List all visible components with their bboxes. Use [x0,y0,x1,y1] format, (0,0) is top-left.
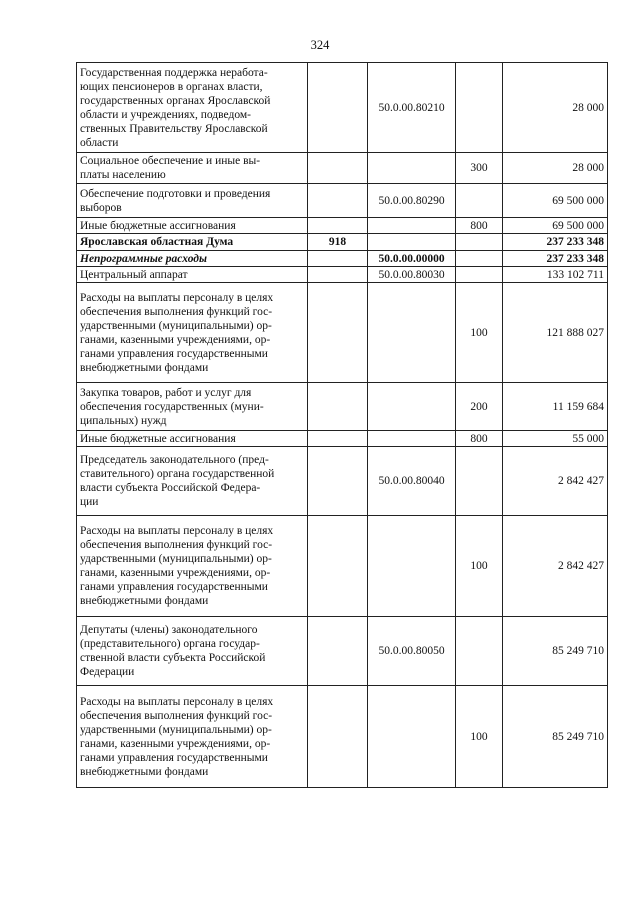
row-code-cell [308,234,368,251]
row-name-cell [77,218,308,234]
row-amount-cell [503,431,608,447]
row-code-cell [308,267,368,283]
row-amount-text: 85 249 710 [552,645,604,657]
row-code-cell [308,383,368,431]
row-vr-cell [456,153,503,184]
row-name-text: Председатель законодательного (пред- ставительного) органа государственной власти субъекта Российской Федера- ции [80,454,275,508]
row-name-cell [77,447,308,516]
row-name-cell [77,516,308,617]
row-amount-text: 133 102 711 [546,268,604,281]
table-row [77,617,608,686]
row-amount-cell [503,251,608,267]
row-csr-cell [368,283,456,383]
row-csr-cell [368,447,456,516]
row-name-text: Иные бюджетные ассигнования [80,219,236,232]
table-row [77,251,608,267]
row-vr-cell [456,63,503,153]
table-row [77,234,608,251]
row-amount-cell [503,283,608,383]
row-amount-cell [503,234,608,251]
row-name-cell [77,686,308,788]
row-code-cell [308,447,368,516]
row-code-cell [308,516,368,617]
row-csr-cell [368,218,456,234]
budget-table-body [77,63,608,788]
row-vr-cell [456,234,503,251]
row-amount-cell [503,516,608,617]
row-amount-text: 85 249 710 [552,730,604,743]
row-name-cell [77,431,308,447]
row-code-cell [308,218,368,234]
row-amount-cell [503,383,608,431]
row-vr-cell [456,267,503,283]
row-csr-text: 50.0.00.80030 [378,268,445,281]
row-code-cell [308,686,368,788]
table-row [77,184,608,218]
row-name-text: Расходы на выплаты персоналу в целях обеспечения выполнения функций гос- ударственными (муниципальными) ор- ганами, казенными учреждениями, ор- ганами управления государственными внебюджетными фондами [80,291,274,374]
row-csr-cell [368,431,456,447]
row-csr-cell [368,617,456,686]
row-amount-text: 237 233 348 [546,252,604,265]
row-amount-text: 69 500 000 [552,194,604,207]
row-csr-cell [368,516,456,617]
row-amount-text: 55 000 [572,432,604,445]
row-vr-cell [456,516,503,617]
table-row [77,267,608,283]
row-amount-cell [503,267,608,283]
row-csr-text: 50.0.00.80040 [378,475,445,487]
row-csr-cell [368,153,456,184]
row-code-text: 918 [328,236,347,248]
row-csr-text: 50.0.00.00000 [378,252,445,265]
row-name-text: Расходы на выплаты персоналу в целях обеспечения выполнения функций гос- ударственными (муниципальными) ор- ганами, казенными учреждениями, ор- ганами управления государственными внебюджетными фондами [80,525,274,607]
row-csr-cell [368,234,456,251]
row-name-cell [77,251,308,267]
row-amount-text: 121 888 027 [546,326,604,339]
row-vr-text: 100 [470,326,488,339]
row-name-text: Расходы на выплаты персоналу в целях обеспечения выполнения функций гос- ударственными (муниципальными) ор- ганами, казенными учреждениями, ор- ганами управления государственными внебюджетными фондами [80,695,274,778]
row-amount-text: 28 000 [572,162,604,174]
row-name-cell [77,234,308,251]
row-csr-text: 50.0.00.80050 [378,645,445,657]
row-csr-text: 50.0.00.80290 [378,194,445,207]
row-vr-text: 300 [470,162,488,174]
row-csr-text: 50.0.00.80210 [378,101,445,114]
row-vr-cell [456,283,503,383]
row-name-text: Иные бюджетные ассигнования [80,432,236,445]
row-name-text: Депутаты (члены) законодательного (представительного) органа государ- ственной власти субъекта Российской Федерации [80,624,266,678]
row-amount-cell [503,686,608,788]
row-vr-cell [456,251,503,267]
table-row [77,686,608,788]
row-amount-cell [503,218,608,234]
row-code-cell [308,431,368,447]
row-amount-text: 2 842 427 [558,560,604,572]
row-vr-text: 100 [470,560,488,572]
row-csr-cell [368,63,456,153]
table-row [77,431,608,447]
row-csr-cell [368,383,456,431]
row-vr-text: 800 [470,219,488,232]
row-vr-text: 100 [470,730,488,743]
table-row [77,218,608,234]
row-amount-text: 28 000 [572,101,604,114]
table-row [77,516,608,617]
row-name-cell [77,267,308,283]
row-name-text: Ярославская областная Дума [80,236,234,248]
row-code-cell [308,251,368,267]
table-row [77,283,608,383]
row-amount-text: 237 233 348 [546,236,604,248]
row-name-cell [77,184,308,218]
row-code-cell [308,184,368,218]
row-code-cell [308,63,368,153]
row-vr-cell [456,218,503,234]
budget-table [76,62,608,788]
row-vr-cell [456,184,503,218]
row-name-cell [77,63,308,153]
table-row [77,447,608,516]
row-amount-cell [503,617,608,686]
row-code-cell [308,153,368,184]
row-vr-cell [456,686,503,788]
page-number: 324 [310,38,330,52]
row-code-cell [308,617,368,686]
row-amount-cell [503,63,608,153]
row-name-text: Государственная поддержка неработа- ющих пенсионеров в органах власти, государственных органах Ярославской области и учреждениях, подведом- ственных Правительству Ярославской области [80,66,271,149]
row-name-text: Обеспечение подготовки и проведения выборов [80,187,271,214]
row-amount-text: 11 159 684 [552,400,604,413]
row-csr-cell [368,686,456,788]
row-amount-text: 69 500 000 [552,219,604,232]
row-vr-text: 200 [470,400,488,413]
table-row [77,383,608,431]
row-csr-cell [368,251,456,267]
row-vr-cell [456,383,503,431]
row-name-cell [77,283,308,383]
row-amount-text: 2 842 427 [558,475,604,487]
table-row [77,63,608,153]
table-row [77,153,608,184]
row-vr-text: 800 [470,432,488,445]
row-csr-cell [368,184,456,218]
row-name-text: Закупка товаров, работ и услуг для обеспечения государственных (муни- ципальных) нужд [80,386,264,427]
row-name-text: Непрограммные расходы [80,252,207,265]
row-csr-cell [368,267,456,283]
row-vr-cell [456,431,503,447]
row-amount-cell [503,153,608,184]
row-amount-cell [503,447,608,516]
row-name-text: Социальное обеспечение и иные вы- платы населению [80,155,261,181]
row-name-cell [77,153,308,184]
row-vr-cell [456,617,503,686]
row-name-cell [77,617,308,686]
row-name-text: Центральный аппарат [80,268,188,281]
row-code-cell [308,283,368,383]
row-vr-cell [456,447,503,516]
row-amount-cell [503,184,608,218]
row-name-cell [77,383,308,431]
